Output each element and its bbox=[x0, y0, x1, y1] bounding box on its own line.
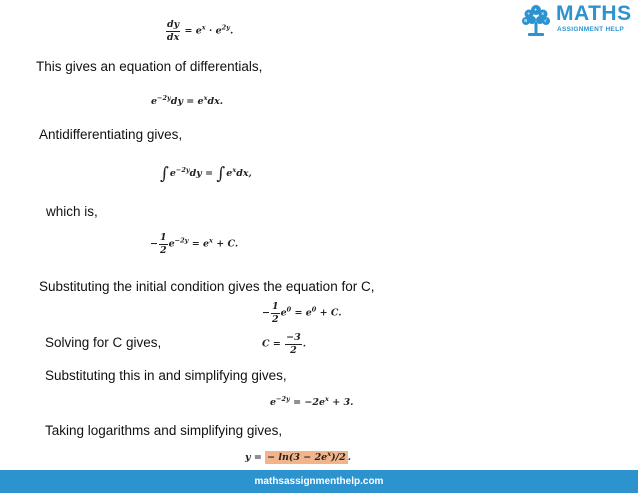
equation-2: $e^{-2y}dy = e^xdx$. bbox=[151, 94, 224, 107]
text-line-1: This gives an equation of differentials, bbox=[36, 59, 263, 74]
equation-6: C = $\frac{-3}{2}$ . bbox=[262, 332, 307, 356]
equation-3: $\int e^{-2y}dy = \int e^xdx$, bbox=[160, 164, 252, 184]
svg-text:×: × bbox=[541, 11, 545, 16]
half-fraction: $\frac{1}{2}$ bbox=[159, 232, 167, 256]
svg-text:√: √ bbox=[544, 18, 547, 23]
equation-8: y = − $\ln(3 - 2e^x)/2$ . bbox=[245, 450, 352, 463]
tree-icon bbox=[519, 2, 553, 38]
svg-text:+: + bbox=[534, 7, 538, 12]
text-line-7: Taking logarithms and simplifying gives, bbox=[45, 423, 283, 438]
logo-tagline: ASSIGNMENT HELP bbox=[557, 26, 624, 33]
integral-sign: ∫ bbox=[160, 164, 169, 184]
equation-1: $\frac{dy}{dx}$ = $e^x \cdot e^{2y}$. bbox=[166, 19, 234, 43]
text-line-5: Solving for C gives, bbox=[45, 335, 162, 350]
brand-logo bbox=[519, 2, 637, 38]
svg-text:π: π bbox=[524, 18, 528, 23]
svg-text:÷: ÷ bbox=[527, 11, 531, 16]
footer-bar bbox=[0, 470, 638, 493]
text-line-4: Substituting the initial condition gives the equation for C, bbox=[39, 279, 375, 294]
highlighted-solution: − $\ln(3 - 2e^x)/2$ bbox=[267, 450, 346, 463]
equation-5: − $\frac{1}{2}$ $e^0 = e^0 + C$. bbox=[262, 301, 342, 325]
text-line-3: which is, bbox=[46, 204, 98, 219]
equation-4: − $\frac{1}{2}$ $e^{-2y} = e^x + C$. bbox=[150, 232, 239, 256]
half-fraction: $\frac{1}{2}$ bbox=[271, 301, 279, 325]
equation-7: $e^{-2y} = -2e^x + 3$. bbox=[270, 395, 354, 408]
c-fraction: $\frac{-3}{2}$ bbox=[286, 332, 301, 356]
logo-brand-text: MATHS bbox=[556, 2, 632, 25]
derivative-fraction: $\frac{dy}{dx}$ bbox=[166, 19, 180, 43]
integral-sign: ∫ bbox=[216, 164, 226, 184]
text-line-6: Substituting this in and simplifying gives, bbox=[45, 368, 287, 383]
footer-url-link[interactable]: mathsassignmenthelp.com bbox=[254, 476, 384, 487]
text-line-2: Antidifferentiating gives, bbox=[39, 127, 183, 142]
